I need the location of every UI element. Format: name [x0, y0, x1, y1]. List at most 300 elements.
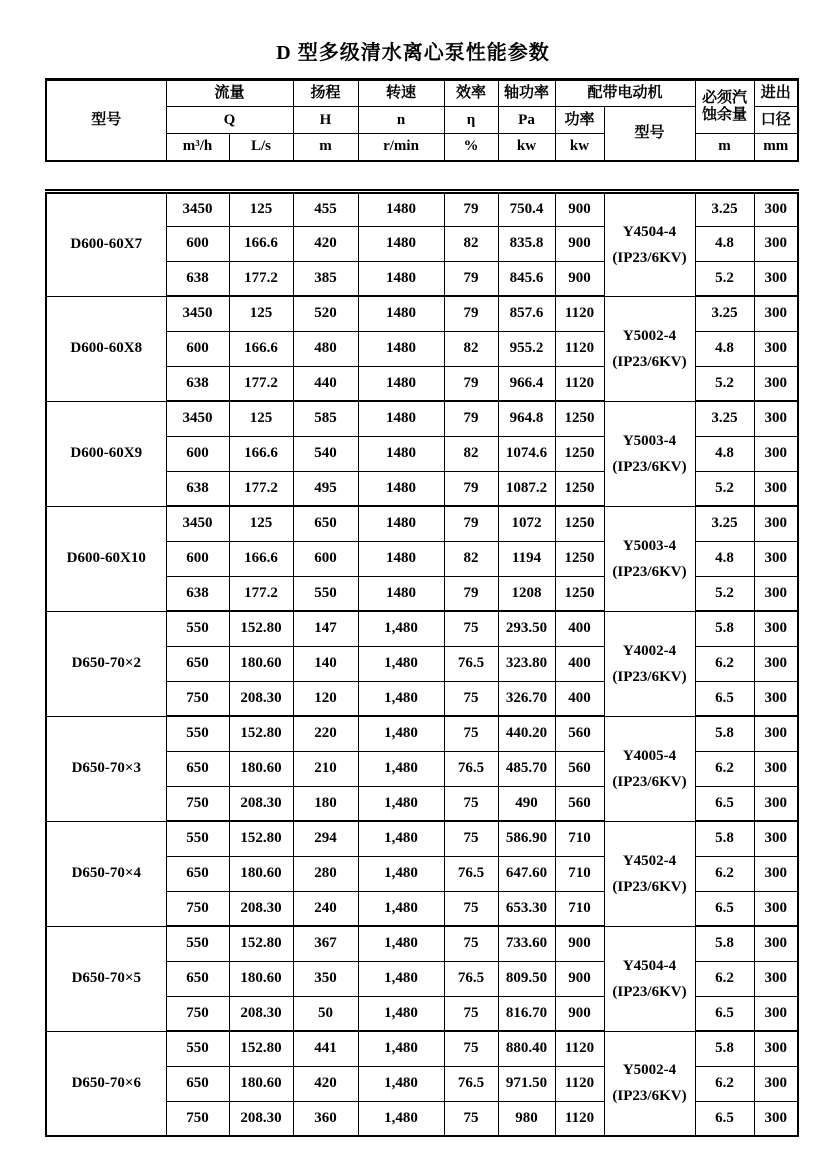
- data-cell: 140: [293, 646, 358, 681]
- data-cell: 177.2: [229, 261, 293, 296]
- data-table-body: [46, 191, 798, 1136]
- pump-model-cell: D650-70×3: [46, 716, 166, 821]
- data-cell: 300: [754, 996, 798, 1031]
- motor-model-cell: [604, 401, 695, 506]
- header-flow-unit-m3h: m³/h: [166, 134, 229, 161]
- data-cell: 900: [555, 226, 604, 261]
- header-model: 型号: [46, 80, 166, 161]
- header-shaft-power-unit: kw: [498, 134, 555, 161]
- data-cell: 647.60: [498, 856, 555, 891]
- data-cell: 440: [293, 366, 358, 401]
- data-cell: 1,480: [358, 961, 444, 996]
- data-cell: 1,480: [358, 611, 444, 646]
- data-cell: 75: [444, 1101, 498, 1136]
- data-cell: 3450: [166, 191, 229, 226]
- data-cell: 300: [754, 296, 798, 331]
- header-port-line1: 进出: [754, 80, 798, 107]
- data-cell: 966.4: [498, 366, 555, 401]
- data-cell: 75: [444, 611, 498, 646]
- data-cell: 79: [444, 576, 498, 611]
- data-cell: 5.2: [695, 261, 754, 296]
- data-cell: 585: [293, 401, 358, 436]
- data-cell: 147: [293, 611, 358, 646]
- data-cell: 1480: [358, 191, 444, 226]
- data-cell: 1480: [358, 541, 444, 576]
- data-cell: 79: [444, 401, 498, 436]
- data-cell: 750: [166, 681, 229, 716]
- data-cell: 300: [754, 786, 798, 821]
- data-cell: 300: [754, 1066, 798, 1101]
- data-cell: 82: [444, 331, 498, 366]
- motor-model-spec: (IP23/6KV): [612, 458, 687, 475]
- data-cell: 1,480: [358, 786, 444, 821]
- data-cell: 240: [293, 891, 358, 926]
- data-cell: 6.5: [695, 786, 754, 821]
- data-cell: 300: [754, 646, 798, 681]
- data-cell: 955.2: [498, 331, 555, 366]
- motor-model-spec: (IP23/6KV): [612, 983, 687, 1000]
- header-flow-symbol: Q: [166, 107, 293, 134]
- data-cell: 550: [166, 926, 229, 961]
- data-cell: 300: [754, 471, 798, 506]
- data-cell: 79: [444, 506, 498, 541]
- data-cell: 3.25: [695, 296, 754, 331]
- data-cell: 550: [166, 821, 229, 856]
- data-cell: 6.2: [695, 751, 754, 786]
- data-cell: 550: [293, 576, 358, 611]
- motor-model-cell: [604, 926, 695, 1031]
- header-head-unit: m: [293, 134, 358, 161]
- motor-model-number: Y5003-4: [622, 537, 677, 554]
- pump-model-cell: D600-60X8: [46, 296, 166, 401]
- data-cell: 208.30: [229, 1101, 293, 1136]
- data-cell: 5.8: [695, 716, 754, 751]
- motor-model-spec: (IP23/6KV): [612, 1088, 687, 1105]
- data-cell: 293.50: [498, 611, 555, 646]
- data-cell: 300: [754, 226, 798, 261]
- data-cell: 485.70: [498, 751, 555, 786]
- data-cell: 152.80: [229, 1031, 293, 1066]
- data-cell: 441: [293, 1031, 358, 1066]
- data-cell: 600: [293, 541, 358, 576]
- data-cell: 710: [555, 891, 604, 926]
- header-speed: 转速: [358, 80, 444, 107]
- data-cell: 125: [229, 506, 293, 541]
- data-cell: 5.2: [695, 366, 754, 401]
- data-cell: 845.6: [498, 261, 555, 296]
- data-cell: 1,480: [358, 646, 444, 681]
- data-cell: 550: [166, 1031, 229, 1066]
- pump-model-cell: D650-70×5: [46, 926, 166, 1031]
- table-row: [46, 191, 798, 226]
- data-cell: 520: [293, 296, 358, 331]
- data-cell: 1120: [555, 296, 604, 331]
- data-cell: 4.8: [695, 331, 754, 366]
- data-cell: 3.25: [695, 191, 754, 226]
- data-cell: 1,480: [358, 1101, 444, 1136]
- data-cell: 1250: [555, 436, 604, 471]
- data-cell: 1,480: [358, 821, 444, 856]
- data-cell: 300: [754, 541, 798, 576]
- data-cell: 79: [444, 261, 498, 296]
- data-cell: 220: [293, 716, 358, 751]
- data-cell: 120: [293, 681, 358, 716]
- data-cell: 294: [293, 821, 358, 856]
- header-motor: 配带电动机: [555, 80, 695, 107]
- data-cell: 560: [555, 786, 604, 821]
- data-cell: 980: [498, 1101, 555, 1136]
- data-cell: 208.30: [229, 681, 293, 716]
- data-cell: 1250: [555, 401, 604, 436]
- data-cell: 750: [166, 891, 229, 926]
- data-cell: 166.6: [229, 436, 293, 471]
- data-cell: 5.2: [695, 576, 754, 611]
- data-cell: 1120: [555, 366, 604, 401]
- data-cell: 208.30: [229, 996, 293, 1031]
- data-cell: 152.80: [229, 926, 293, 961]
- data-cell: 420: [293, 226, 358, 261]
- header-port-unit: mm: [754, 134, 798, 161]
- data-cell: 650: [166, 1066, 229, 1101]
- table-row: [46, 296, 798, 331]
- data-cell: 350: [293, 961, 358, 996]
- data-cell: 177.2: [229, 471, 293, 506]
- data-cell: 1120: [555, 1031, 604, 1066]
- data-cell: 880.40: [498, 1031, 555, 1066]
- data-cell: 300: [754, 681, 798, 716]
- data-cell: 79: [444, 191, 498, 226]
- data-cell: 208.30: [229, 891, 293, 926]
- data-cell: 76.5: [444, 1066, 498, 1101]
- data-cell: 152.80: [229, 716, 293, 751]
- page-title: D 型多级清水离心泵性能参数: [276, 42, 550, 64]
- data-cell: 550: [166, 611, 229, 646]
- data-cell: 750.4: [498, 191, 555, 226]
- motor-model-cell: [604, 506, 695, 611]
- data-cell: 400: [555, 646, 604, 681]
- data-cell: 440.20: [498, 716, 555, 751]
- data-cell: 300: [754, 191, 798, 226]
- data-cell: 5.8: [695, 821, 754, 856]
- data-cell: 180: [293, 786, 358, 821]
- data-cell: 816.70: [498, 996, 555, 1031]
- motor-model-number: Y4502-4: [622, 852, 677, 869]
- motor-model-cell: [604, 1031, 695, 1136]
- data-cell: 300: [754, 1031, 798, 1066]
- header-efficiency: 效率: [444, 80, 498, 107]
- data-cell: 600: [166, 226, 229, 261]
- data-cell: 650: [293, 506, 358, 541]
- data-cell: 6.5: [695, 1101, 754, 1136]
- data-cell: 1480: [358, 226, 444, 261]
- data-cell: 1250: [555, 471, 604, 506]
- table-row: [46, 401, 798, 436]
- data-cell: 1120: [555, 1066, 604, 1101]
- data-cell: 638: [166, 366, 229, 401]
- data-cell: 3450: [166, 506, 229, 541]
- header-flow: 流量: [166, 80, 293, 107]
- data-cell: 964.8: [498, 401, 555, 436]
- data-cell: 733.60: [498, 926, 555, 961]
- header-head: 扬程: [293, 80, 358, 107]
- data-cell: 1120: [555, 1101, 604, 1136]
- data-cell: 180.60: [229, 961, 293, 996]
- data-cell: 1480: [358, 296, 444, 331]
- data-cell: 360: [293, 1101, 358, 1136]
- data-table: [45, 189, 799, 1138]
- data-cell: 1,480: [358, 996, 444, 1031]
- data-cell: 5.8: [695, 611, 754, 646]
- data-cell: 4.8: [695, 226, 754, 261]
- data-cell: 300: [754, 1101, 798, 1136]
- data-cell: 5.8: [695, 926, 754, 961]
- pump-model-cell: D650-70×4: [46, 821, 166, 926]
- data-cell: 79: [444, 366, 498, 401]
- data-cell: 1087.2: [498, 471, 555, 506]
- data-cell: 1,480: [358, 856, 444, 891]
- data-cell: 550: [166, 716, 229, 751]
- data-cell: 1208: [498, 576, 555, 611]
- data-cell: 750: [166, 996, 229, 1031]
- data-cell: 177.2: [229, 576, 293, 611]
- data-cell: 125: [229, 296, 293, 331]
- data-cell: 300: [754, 821, 798, 856]
- data-cell: 367: [293, 926, 358, 961]
- header-flow-unit-ls: L/s: [229, 134, 293, 161]
- data-cell: 300: [754, 366, 798, 401]
- header-row-1: [46, 80, 798, 107]
- data-cell: 560: [555, 716, 604, 751]
- data-cell: 1074.6: [498, 436, 555, 471]
- data-cell: 326.70: [498, 681, 555, 716]
- data-cell: 900: [555, 926, 604, 961]
- data-cell: 6.5: [695, 891, 754, 926]
- data-cell: 300: [754, 506, 798, 541]
- data-cell: 323.80: [498, 646, 555, 681]
- data-cell: 710: [555, 856, 604, 891]
- data-cell: 600: [166, 331, 229, 366]
- data-cell: 76.5: [444, 961, 498, 996]
- data-cell: 166.6: [229, 331, 293, 366]
- data-cell: 208.30: [229, 786, 293, 821]
- data-cell: 210: [293, 751, 358, 786]
- data-cell: 1,480: [358, 1066, 444, 1101]
- data-cell: 638: [166, 261, 229, 296]
- data-cell: 650: [166, 646, 229, 681]
- table-row: [46, 506, 798, 541]
- data-cell: 300: [754, 751, 798, 786]
- data-cell: 75: [444, 786, 498, 821]
- pump-model-cell: D600-60X7: [46, 191, 166, 296]
- header-table: [45, 78, 799, 162]
- data-cell: 750: [166, 1101, 229, 1136]
- data-cell: 650: [166, 751, 229, 786]
- data-cell: 560: [555, 751, 604, 786]
- data-cell: 1,480: [358, 1031, 444, 1066]
- data-cell: 75: [444, 716, 498, 751]
- data-cell: 1250: [555, 506, 604, 541]
- data-cell: 653.30: [498, 891, 555, 926]
- header-speed-symbol: n: [358, 107, 444, 134]
- data-cell: 455: [293, 191, 358, 226]
- data-cell: 75: [444, 926, 498, 961]
- data-cell: 75: [444, 891, 498, 926]
- data-cell: 166.6: [229, 541, 293, 576]
- data-cell: 180.60: [229, 856, 293, 891]
- data-cell: 900: [555, 996, 604, 1031]
- data-cell: 76.5: [444, 856, 498, 891]
- data-cell: 3450: [166, 401, 229, 436]
- data-cell: 540: [293, 436, 358, 471]
- data-cell: 1480: [358, 506, 444, 541]
- data-cell: 300: [754, 611, 798, 646]
- header-npsh-line2: 蚀余量: [702, 107, 748, 123]
- data-cell: 1250: [555, 541, 604, 576]
- header-shaft-power-symbol: Pa: [498, 107, 555, 134]
- data-cell: 1194: [498, 541, 555, 576]
- data-cell: 650: [166, 961, 229, 996]
- table-row: [46, 821, 798, 856]
- data-cell: 300: [754, 576, 798, 611]
- motor-model-number: Y4005-4: [622, 747, 677, 764]
- motor-model-spec: (IP23/6KV): [612, 353, 687, 370]
- data-cell: 1,480: [358, 891, 444, 926]
- data-cell: 835.8: [498, 226, 555, 261]
- table-row: [46, 716, 798, 751]
- header-speed-unit: r/min: [358, 134, 444, 161]
- data-cell: 400: [555, 611, 604, 646]
- data-cell: 750: [166, 786, 229, 821]
- motor-model-number: Y5002-4: [622, 327, 677, 344]
- data-cell: 1480: [358, 366, 444, 401]
- data-cell: 4.8: [695, 436, 754, 471]
- data-cell: 300: [754, 401, 798, 436]
- data-cell: 79: [444, 471, 498, 506]
- data-cell: 152.80: [229, 821, 293, 856]
- data-cell: 3450: [166, 296, 229, 331]
- data-cell: 125: [229, 191, 293, 226]
- data-cell: 6.2: [695, 856, 754, 891]
- motor-model-spec: (IP23/6KV): [612, 878, 687, 895]
- data-cell: 490: [498, 786, 555, 821]
- data-cell: 710: [555, 821, 604, 856]
- data-cell: 6.5: [695, 681, 754, 716]
- motor-model-spec: (IP23/6KV): [612, 773, 687, 790]
- data-cell: 600: [166, 436, 229, 471]
- motor-model-cell: [604, 296, 695, 401]
- data-cell: 1480: [358, 261, 444, 296]
- data-cell: 75: [444, 996, 498, 1031]
- data-cell: 1120: [555, 331, 604, 366]
- data-cell: 857.6: [498, 296, 555, 331]
- data-cell: 5.2: [695, 471, 754, 506]
- motor-model-cell: [604, 821, 695, 926]
- header-port-line2: 口径: [754, 107, 798, 134]
- data-cell: 385: [293, 261, 358, 296]
- motor-model-number: Y5002-4: [622, 1062, 677, 1079]
- data-cell: 1480: [358, 576, 444, 611]
- motor-model-number: Y5003-4: [622, 432, 677, 449]
- motor-model-number: Y4002-4: [622, 642, 677, 659]
- data-cell: 75: [444, 681, 498, 716]
- data-cell: 82: [444, 226, 498, 261]
- pump-model-cell: D600-60X9: [46, 401, 166, 506]
- data-cell: 5.8: [695, 1031, 754, 1066]
- data-cell: 1480: [358, 331, 444, 366]
- data-cell: 3.25: [695, 401, 754, 436]
- data-cell: 1,480: [358, 926, 444, 961]
- pump-model-cell: D650-70×6: [46, 1031, 166, 1136]
- data-cell: 1,480: [358, 681, 444, 716]
- header-npsh-unit: m: [695, 134, 754, 161]
- data-cell: 6.5: [695, 996, 754, 1031]
- header-motor-model: 型号: [604, 107, 695, 161]
- data-cell: 180.60: [229, 1066, 293, 1101]
- data-cell: 900: [555, 961, 604, 996]
- data-cell: 177.2: [229, 366, 293, 401]
- data-cell: 75: [444, 821, 498, 856]
- data-cell: 4.8: [695, 541, 754, 576]
- data-cell: 600: [166, 541, 229, 576]
- data-cell: 152.80: [229, 611, 293, 646]
- table-row: [46, 1031, 798, 1066]
- data-cell: 971.50: [498, 1066, 555, 1101]
- data-cell: 420: [293, 1066, 358, 1101]
- header-npsh-line1: 必须汽: [702, 90, 748, 106]
- data-cell: 300: [754, 716, 798, 751]
- data-cell: 1250: [555, 576, 604, 611]
- data-cell: 300: [754, 856, 798, 891]
- data-cell: 300: [754, 961, 798, 996]
- data-cell: 79: [444, 296, 498, 331]
- pump-model-cell: D650-70×2: [46, 611, 166, 716]
- data-cell: 1480: [358, 436, 444, 471]
- motor-model-cell: [604, 191, 695, 296]
- data-cell: 82: [444, 541, 498, 576]
- motor-model-spec: (IP23/6KV): [612, 249, 687, 266]
- motor-model-spec: (IP23/6KV): [612, 563, 687, 580]
- data-cell: 3.25: [695, 506, 754, 541]
- data-cell: 280: [293, 856, 358, 891]
- data-cell: 1,480: [358, 716, 444, 751]
- motor-model-number: Y4504-4: [622, 223, 677, 240]
- data-cell: 50: [293, 996, 358, 1031]
- motor-model-number: Y4504-4: [622, 957, 677, 974]
- header-npsh: [695, 80, 754, 134]
- table-row: [46, 611, 798, 646]
- motor-model-cell: [604, 716, 695, 821]
- motor-model-cell: [604, 611, 695, 716]
- data-cell: 586.90: [498, 821, 555, 856]
- data-cell: 82: [444, 436, 498, 471]
- data-cell: 166.6: [229, 226, 293, 261]
- data-cell: 1480: [358, 401, 444, 436]
- data-cell: 76.5: [444, 646, 498, 681]
- data-cell: 6.2: [695, 961, 754, 996]
- data-cell: 125: [229, 401, 293, 436]
- motor-model-spec: (IP23/6KV): [612, 668, 687, 685]
- pump-model-cell: D600-60X10: [46, 506, 166, 611]
- header-motor-power-unit: kw: [555, 134, 604, 161]
- data-cell: 6.2: [695, 1066, 754, 1101]
- header-efficiency-unit: %: [444, 134, 498, 161]
- data-cell: 76.5: [444, 751, 498, 786]
- data-cell: 300: [754, 891, 798, 926]
- header-shaft-power: 轴功率: [498, 80, 555, 107]
- data-cell: 480: [293, 331, 358, 366]
- data-cell: 6.2: [695, 646, 754, 681]
- data-cell: 638: [166, 576, 229, 611]
